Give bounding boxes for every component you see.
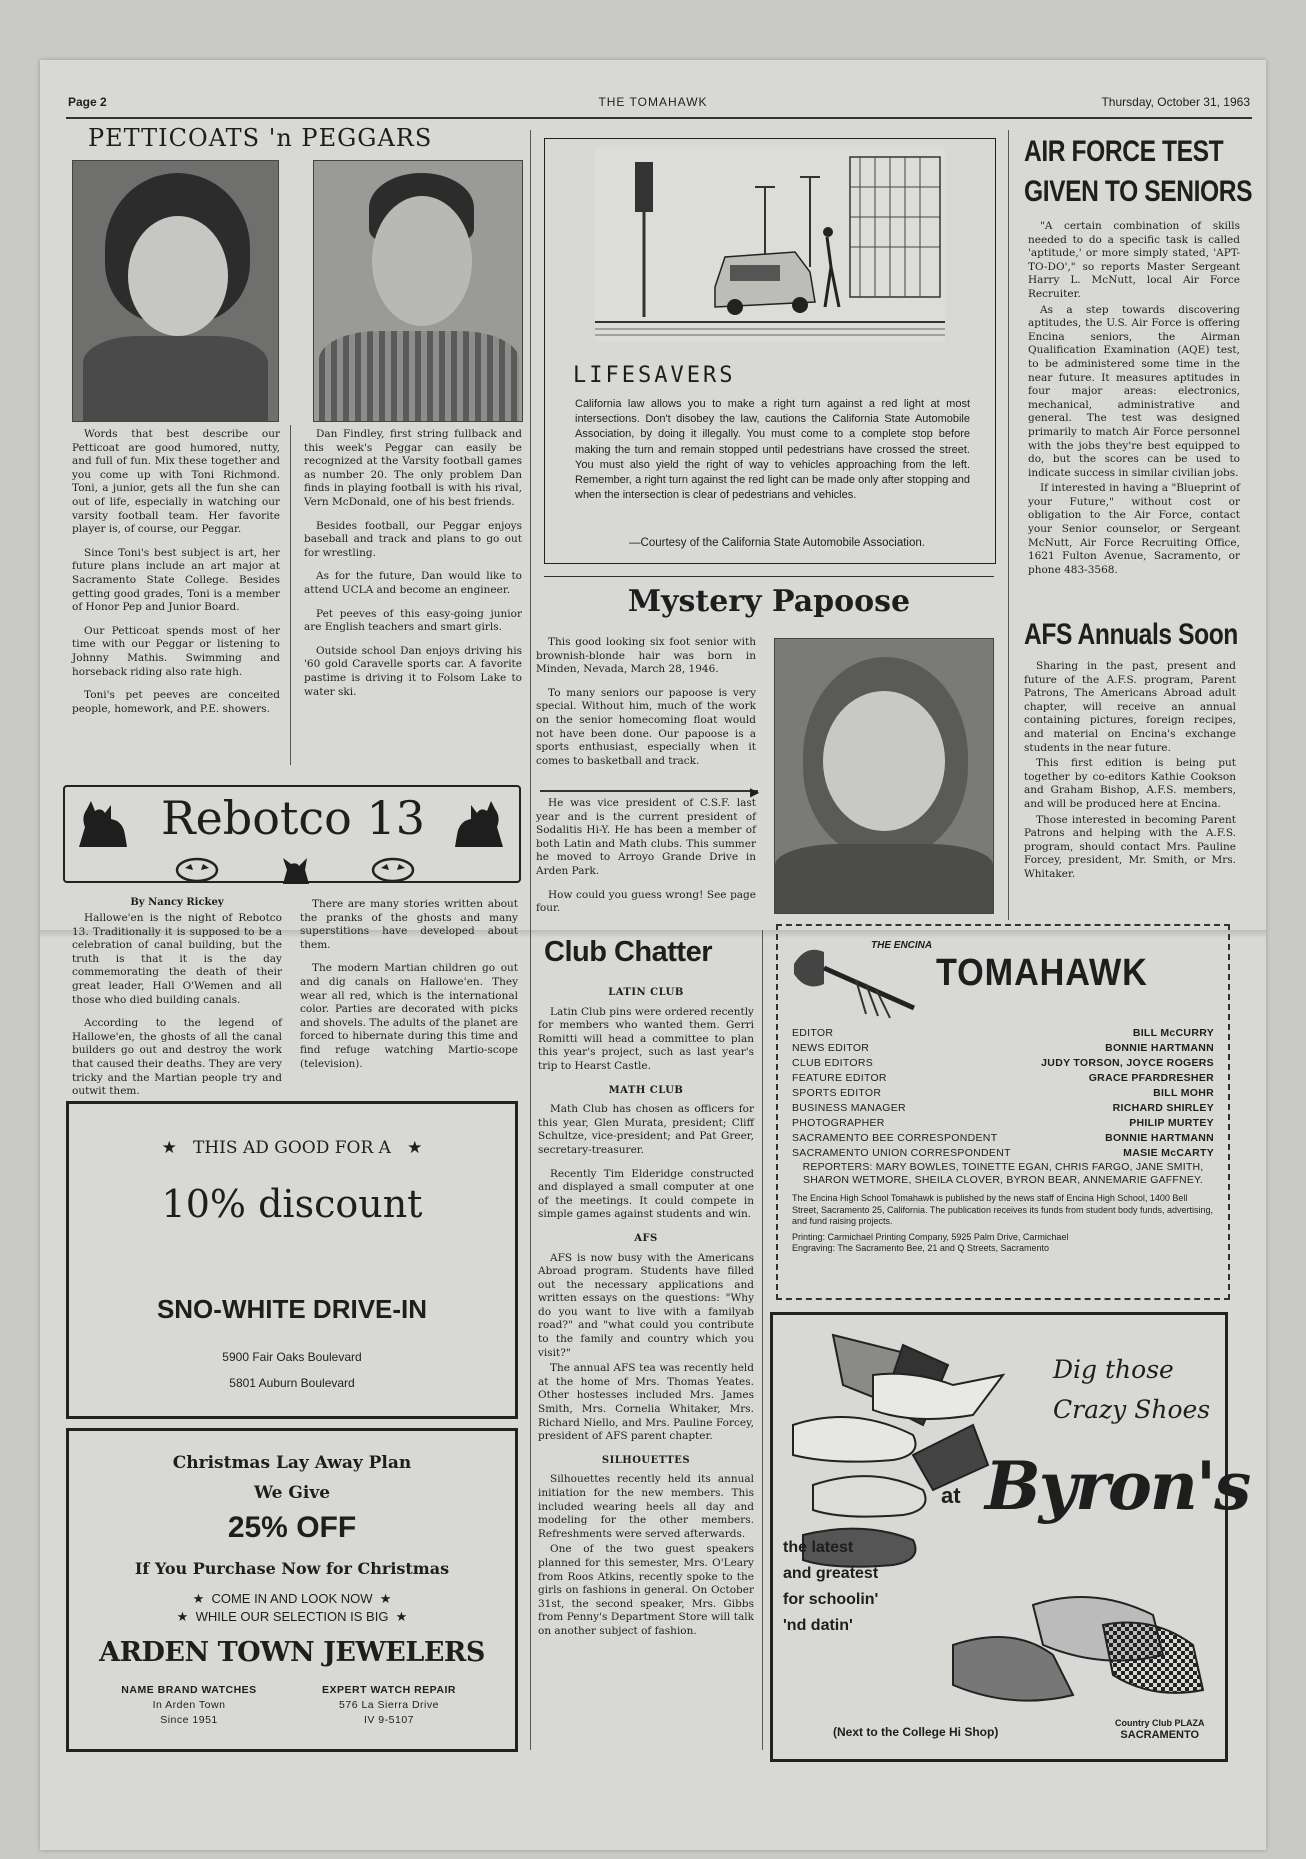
street-illustration xyxy=(595,147,945,342)
column-rule xyxy=(290,425,291,765)
ad-crazy-shoes: Crazy Shoes xyxy=(1053,1395,1211,1424)
rebotco-headline: Rebotco 13 xyxy=(160,791,426,845)
pumpkin-icon xyxy=(371,852,415,882)
logo-big-text: TOMAHAWK xyxy=(936,952,1148,994)
ad-discount: 10% discount xyxy=(161,1182,423,1226)
club-chatter-headline: Club Chatter xyxy=(544,936,712,968)
staff-row: SPORTS EDITOR BILL MOHR xyxy=(792,1087,1214,1099)
petticoats-headline: PETTICOATS 'n PEGGARS xyxy=(88,124,433,152)
arden-town-ad xyxy=(66,1428,518,1752)
lifesavers-credit: —Courtesy of the California State Automobile Association. xyxy=(629,537,925,549)
ad-brand-script: Byron's xyxy=(985,1447,1250,1525)
staff-row: SACRAMENTO BEE CORRESPONDENT BONNIE HARTMANN xyxy=(792,1132,1214,1144)
staff-list xyxy=(792,1026,1214,1255)
peggar-text: Dan Findley, first string fullback and this week's Peggar can easily be recognized at the Varsity football games as number 20. The only problem Dan finds in playing football is with his rival, Vern McDonald, one of his best friends. Besides football, our Peggar enjoys baseball and track and plans to go out for wrestling. As for the future, Dan would like to attend UCLA and become an engineer. Pet peeves of this easy-going junior are English teachers and smart girls. Outside school Dan enjoys driving his '60 gold Caravelle sports car. A favorite pastime is driving it to Folsom Lake to water ski. xyxy=(304,428,522,698)
column-rule xyxy=(530,130,531,1750)
ad-jewelers-name: ARDEN TOWN JEWELERS xyxy=(99,1637,485,1668)
printing-credit: Printing: Carmichael Printing Company, 5925 Palm Drive, Carmichael xyxy=(792,1231,1069,1242)
airforce-headline: AIR FORCE TEST GIVEN TO SENIORS xyxy=(1024,135,1253,208)
afs-annuals-headline: AFS Annuals Soon xyxy=(1024,618,1238,651)
club-chatter-text: LATIN CLUB Latin Club pins were ordered recently for members who wanted them. Gerri Romitti will head a committee to plan this year's project, such as last year's trip to Hearst Castle. MATH CLUB Math Club has chosen as officers for this year, Glen Murata, president; Cliff Schultze, vice-president; and Pat Greer, secretary-treasurer. Recently Tim Elderidge constructed and displayed a small computer at one of the meetings. It could compete in simple games against students and win. AFS AFS is now busy with the Americans Abroad program. Students have filled out the necessary applications and written essays on the questions: "Why do you want to live with a familyab road?" and "what could you contribute to the family and country which you visit?" The annual AFS tea was recently held at the home of Mrs. Thomas Yeates. Other hostesses included Mrs. James Smith, Mrs. Cornelia Whitaker, Mrs. Richard Niello, and Mrs. Pauline Forcey, president of AFS parent chapter. SILHOUETTES Silhouettes recently held its annual initiation for the new members. This included wearing heels all day and modeling for the other members. Refreshments were served afterwards. One of the two guest speakers planned for this semester, Mrs. O'Leary from Roos Atkins, recently spoke to the girls on fashions in general. On October 31st, the second speaker, Mrs. Gibbs from Penny's Department Store will talk on another subject of fashion. xyxy=(538,987,754,1637)
masthead-rule xyxy=(66,117,1252,119)
engraving-credit: Engraving: The Sacramento Bee, 21 and Q Streets, Sacramento xyxy=(792,1243,1049,1253)
column-rule xyxy=(1008,130,1009,920)
paper-name: THE TOMAHAWK xyxy=(598,95,708,109)
snowhite-ad xyxy=(66,1101,518,1419)
staff-box xyxy=(776,924,1230,1300)
staff-row: NEWS EDITOR BONNIE HARTMANN xyxy=(792,1042,1214,1054)
ad-line1: ★ THIS AD GOOD FOR A ★ xyxy=(161,1138,423,1158)
column-rule xyxy=(762,930,763,1750)
halloween-icons xyxy=(175,852,415,892)
black-cat-icon xyxy=(71,797,131,856)
ad-address2: 5801 Auburn Boulevard xyxy=(229,1376,355,1390)
staff-row: CLUB EDITORS JUDY TORSON, JOYCE ROGERS xyxy=(792,1057,1214,1069)
ad-col-right: EXPERT WATCH REPAIR 576 La Sierra Drive IV 9-5107 xyxy=(322,1684,456,1726)
ad-tagline: the latest and greatest for schoolin' 'nd datin' xyxy=(783,1539,879,1634)
ad-at: at xyxy=(941,1483,961,1508)
ad-layaway: Christmas Lay Away Plan xyxy=(172,1453,412,1473)
latin-club-heading: LATIN CLUB xyxy=(608,987,684,998)
arrow-head-icon: ▶ xyxy=(750,785,760,799)
staff-row: SACRAMENTO UNION CORRESPONDENT MASIE McCARTY xyxy=(792,1147,1214,1159)
byrons-ad xyxy=(770,1312,1250,1762)
rebotco-text-right: There are many stories written about the pranks of the ghosts and many superstitions have developed about them. The modern Martian children go out and dig canals on Hallowe'en. They wear all red, which is the international color. Parties are decorated with picks and shovels. The adults of the planet are forced to hibernate during this time and find refuge watching Martio-scope (television). xyxy=(300,898,518,1070)
arrow-divider xyxy=(540,790,758,792)
ad-we-give: We Give xyxy=(253,1483,331,1503)
staff-row: FEATURE EDITOR GRACE PFARDRESHER xyxy=(792,1072,1214,1084)
ad-selection: ★ WHILE OUR SELECTION IS BIG ★ xyxy=(176,1609,408,1624)
ad-drivein-name: SNO-WHITE DRIVE-IN xyxy=(156,1294,428,1324)
small-cat-icon xyxy=(277,852,313,886)
mystery-headline: Mystery Papoose xyxy=(627,584,911,619)
reporters: REPORTERS: MARY BOWLES, TOINETTE EGAN, CHRIS FARGO, JANE SMITH, SHARON WETMORE, SHEILA CLOVER, BYRON BEAR, ANNEMARIE GAFFNEY. xyxy=(802,1161,1204,1186)
ad-address1: 5900 Fair Oaks Boulevard xyxy=(222,1350,362,1364)
ad-25-off: 25% OFF xyxy=(227,1511,357,1544)
pumpkin-icon xyxy=(175,852,219,882)
mystery-text-bottom: He was vice president of C.S.F. last year and is the current president of Sodalitis Hi-Y. He has been a member of both Latin and Math clubs. This summer he moved to Arroyo Grande Drive in Arden Park. How could you guess wrong! See page four. xyxy=(536,797,756,915)
ad-location-note: (Next to the College Hi Shop) xyxy=(833,1725,999,1739)
petticoat-photo xyxy=(72,160,279,422)
staff-row: BUSINESS MANAGER RICHARD SHIRLEY xyxy=(792,1102,1214,1114)
lifesavers-box xyxy=(544,138,996,564)
rebotco-text-left: Hallowe'en is the night of Rebotco 13. Traditionally it is supposed to be a celebration of canal building, but the truth is that it is the day commemorating the death of their great leader, Hall O'Wemen and all those who died building canals. According to the legend of Hallowe'en, the ghosts of all the canal builders go out and destroy the work that caused their deaths. They are very tricky and the Martian people try and outwit them. xyxy=(72,912,282,1098)
lifesavers-headline: LIFESAVERS xyxy=(573,363,736,388)
petticoat-text: Words that best describe our Petticoat are good humored, nutty, and full of fun. Mix these together and you come up with Toni Richmond. Toni, a junior, gets all the fun she can out of life, especially in watching our varsity football team. Her favorite player is, of course, our Peggar. Since Toni's best subject is art, her future plans include an art major at Sacramento State College. Besides getting good grades, Toni is a member of Honor Pep and Junior Board. Our Petticoat spends most of her time with our Peggar or listening to Johnny Mathis. Swimming and horseback riding also rate high. Toni's pet peeves are conceited people, homework, and P.E. showers. xyxy=(72,428,280,715)
ad-plaza: Country Club PLAZA SACRAMENTO xyxy=(1115,1718,1205,1741)
black-cat-icon xyxy=(451,797,511,856)
page-number: Page 2 xyxy=(68,95,107,109)
ad-col-left: NAME BRAND WATCHES In Arden Town Since 1951 xyxy=(121,1684,257,1726)
mystery-text-top: This good looking six foot senior with brownish-blonde hair was born in Minden, Nevada, March 28, 1946. To many seniors our papoose is very special. Without him, much of the work on the senior homecoming float would not have been done. Our papoose is a sports enthusiast, especially when it comes to basketball and track. xyxy=(536,636,756,767)
publisher-note: The Encina High School Tomahawk is published by the news staff of Encina High School, 1400 Bell Street, Sacramento 25, California. The publication receives its funds from student body funds, advertising, and fund raising projects. xyxy=(792,1193,1214,1226)
airforce-text: "A certain combination of skills needed to do a specific task is called 'aptitude,' or more simply stated, 'APT-TO-DO'," so reports Master Sergeant Harry L. McNutt, local Air Force Recruiter. As a step towards discovering aptitudes, the U.S. Air Force is offering Encina seniors, the Airman Qualification Examination (AQE) test, to be administered some time in the near future. It measures aptitudes in four major areas: electronics, mechanical, administrative and general. The test was designed primarily to match Air Force personnel with the jobs they're best equipped to do, but the scores can be used to indicate success in similar civilian jobs. If interested in having a "Blueprint of your Future," without cost or obligation to the Air Force, contact your Senior counselor, or Sergeant McNutt, Air Force Recruiting Office, 1621 Fulton Avenue, Sacramento, or phone 483-3568. xyxy=(1028,220,1240,576)
lifesavers-body: California law allows you to make a right turn against a red light at most intersections. Don't disobey the law, cautions the California State Automobile Association, by doing it illegally. You must come to a complete stop before making the turn and remain stopped until pedestrians have crossed the street. You must also yield the right of way to vehicles approaching from the left. Remember, a right turn against the red light can be made only after stopping and when the intersection is clear of pedestrians and vehicles. xyxy=(575,398,970,502)
staff-row: PHOTOGRAPHER PHILIP MURTEY xyxy=(792,1117,1214,1129)
rebotco-byline: By Nancy Rickey xyxy=(130,897,224,908)
tomahawk-logo xyxy=(786,934,1216,1024)
afs-heading: AFS xyxy=(634,1232,658,1244)
papoose-photo xyxy=(774,638,994,914)
afs-annuals-text: Sharing in the past, present and future of the A.F.S. program, Parent Patrons, The Americans Abroad adult chapter, will receive an annual containing pictures, foreign recipes, and material on Encina's exchange students in the near future. This first edition is being put together by co-editors Kathie Cookson and Graham Bishop, A.F.S. members, and will be produced here at Encina. Those interested in becoming Parent Patrons and helping with the A.F.S. program, should contact Mrs. Pauline Forcey, president, Mr. Smith, or Mrs. Whitaker. xyxy=(1024,660,1236,880)
section-rule xyxy=(544,576,994,577)
silhouettes-heading: SILHOUETTES xyxy=(601,1454,691,1466)
ad-dig-those: Dig those xyxy=(1053,1355,1174,1384)
logo-small-text: THE ENCINA xyxy=(871,940,933,951)
issue-date: Thursday, October 31, 1963 xyxy=(1101,95,1250,109)
peggar-photo xyxy=(313,160,523,422)
ad-purchase-now: If You Purchase Now for Christmas xyxy=(134,1559,450,1578)
math-club-heading: MATH CLUB xyxy=(608,1084,684,1096)
staff-row: EDITOR BILL McCURRY xyxy=(792,1027,1214,1039)
ad-come-in: ★ COME IN AND LOOK NOW ★ xyxy=(192,1591,392,1606)
